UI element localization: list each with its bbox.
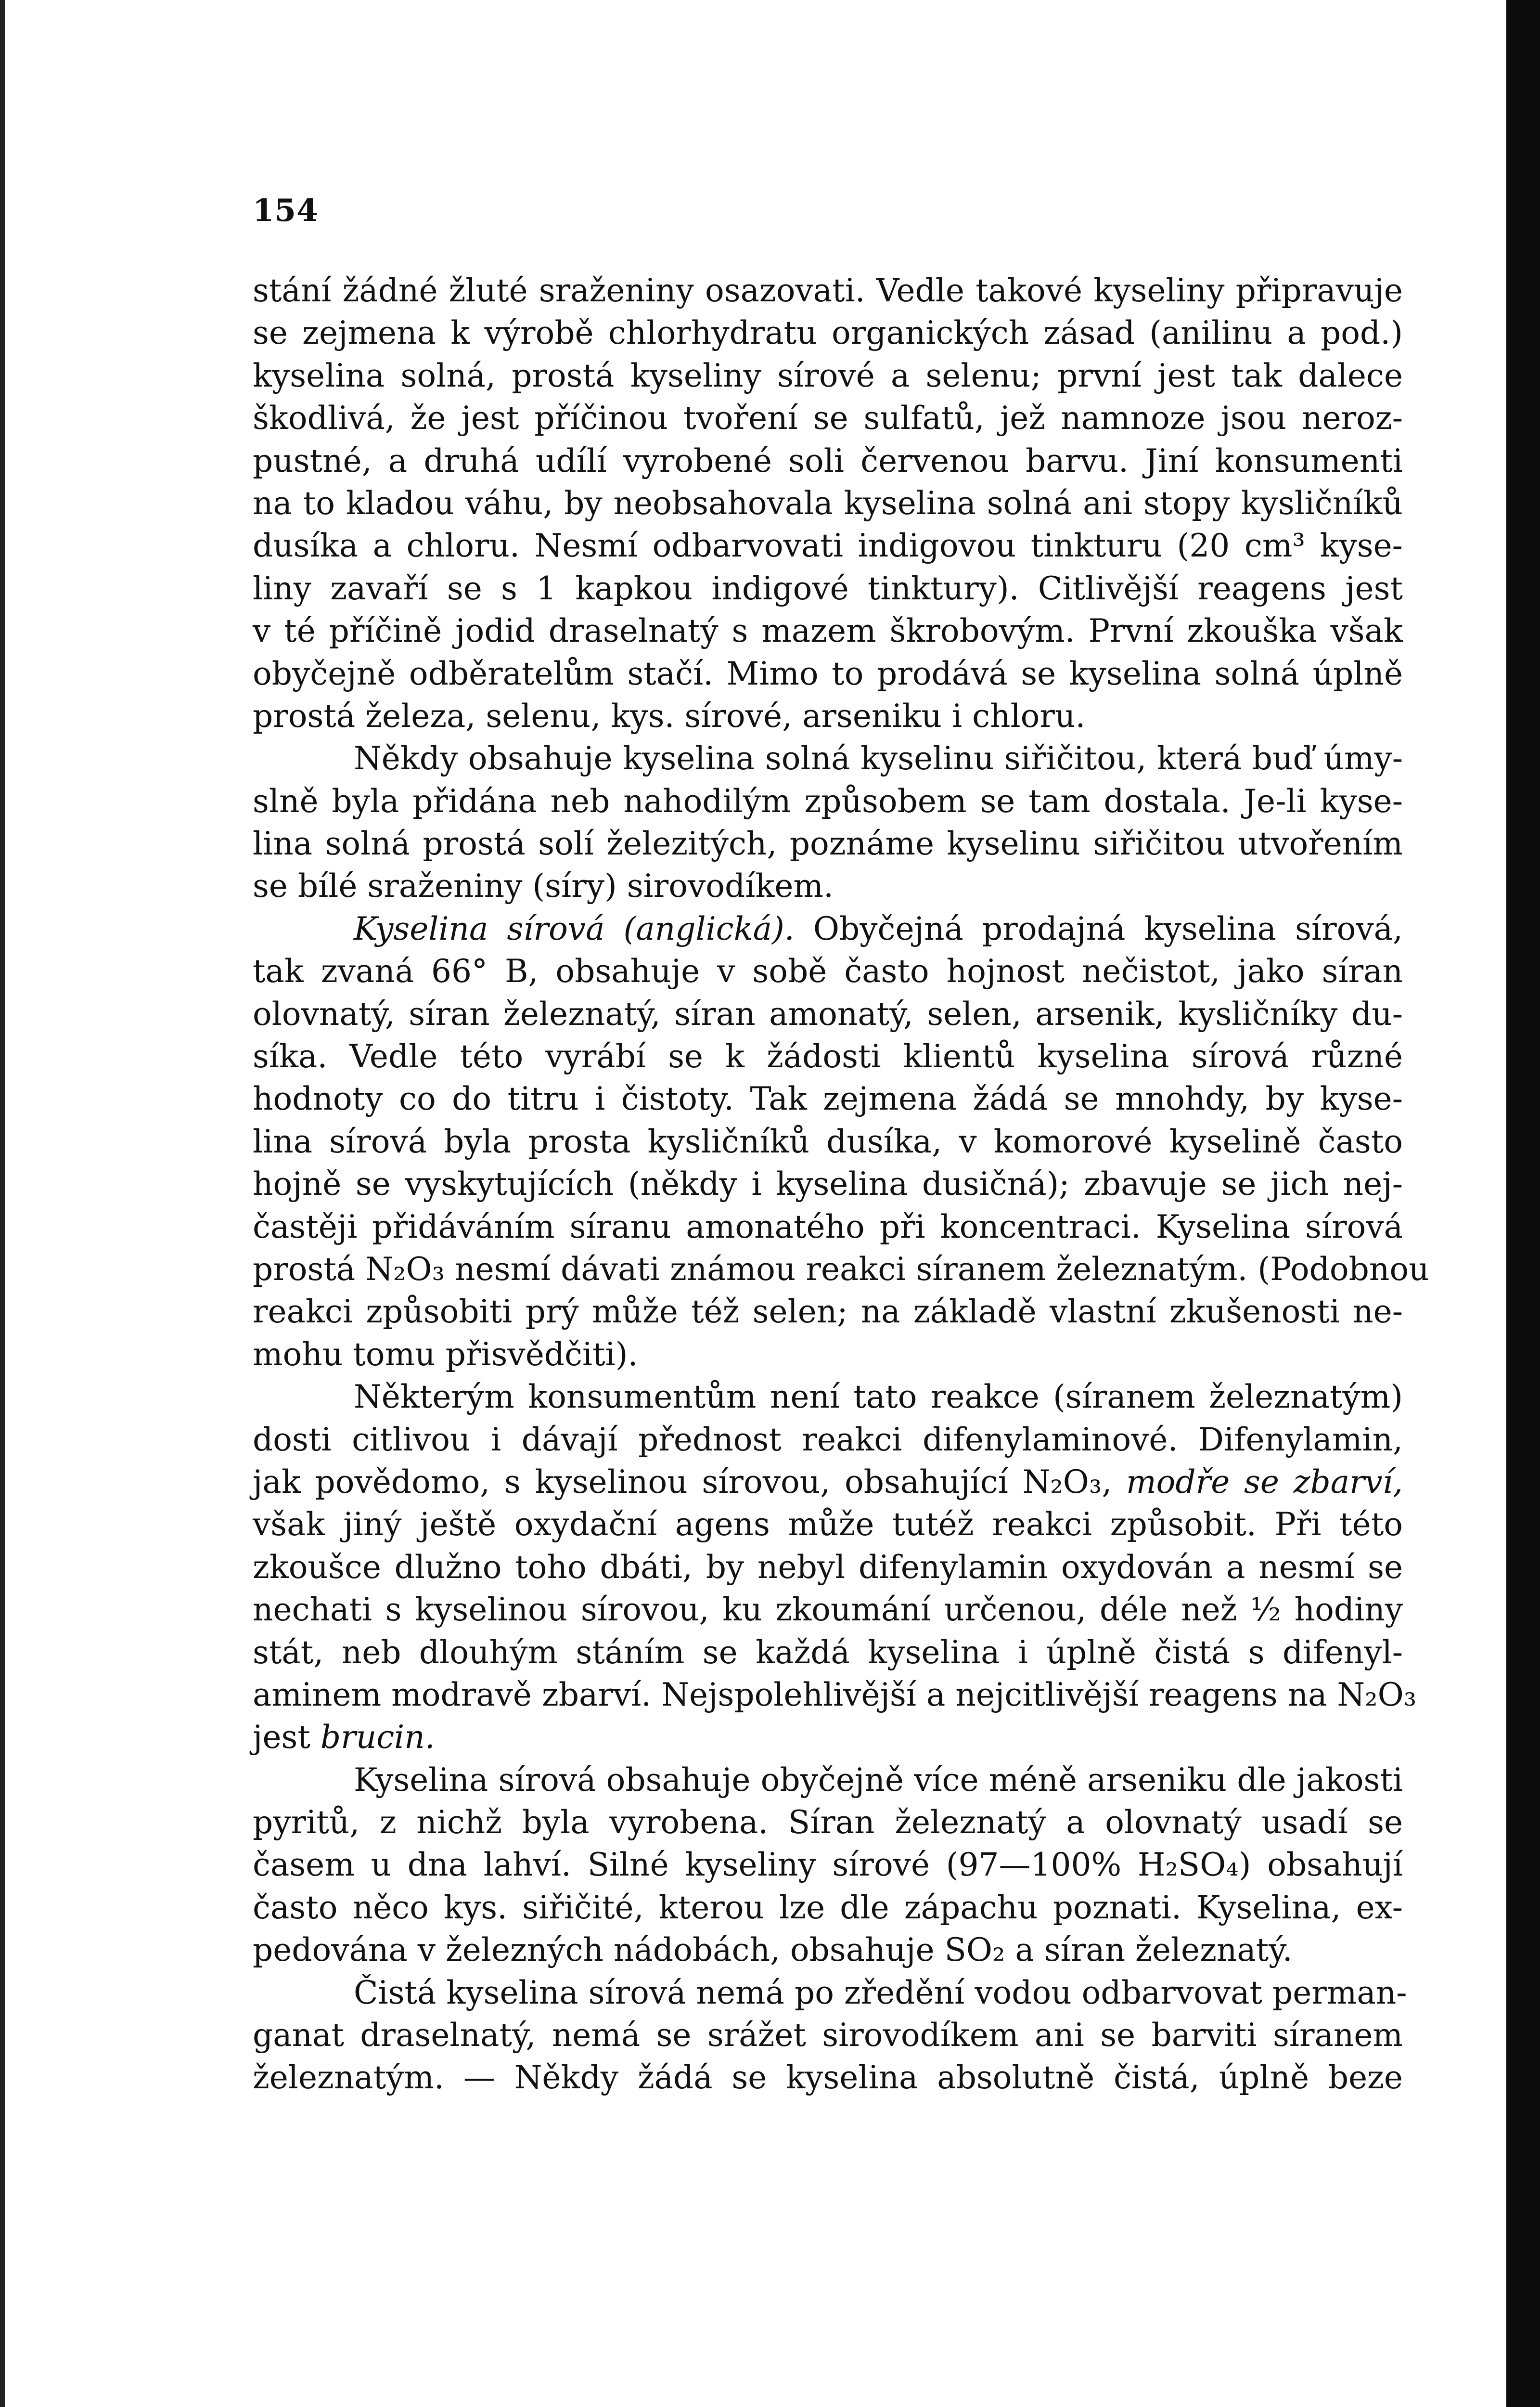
text-line: stání žádné žluté sraženiny osazovati. Vedle takové kyseliny připravuje [253, 272, 1403, 309]
italic-phrase: brucin. [320, 1719, 435, 1756]
text-line: hojně se vyskytujících (někdy i kyselina dusičná); zbavuje se jich nej- [253, 1165, 1403, 1203]
text-line: mohu tomu přisvědčiti). [253, 1335, 638, 1373]
scan-edge-right [1506, 0, 1540, 2407]
text-line: však jiný ještě oxydační agens může tutéž reakci způsobit. Při této [253, 1506, 1403, 1543]
text-line [253, 908, 1403, 950]
text-line: liny zavaří se s 1 kapkou indigové tinktury). Citlivější reagens jest [253, 569, 1403, 607]
text-line: reakci způsobiti prý může též selen; na základě vlastní zkušenosti ne- [253, 1293, 1403, 1331]
text-line: často něco kys. siřičité, kterou lze dle zápachu poznati. Kyselina, ex- [253, 1889, 1403, 1926]
text-line: Některým konsumentům není tato reakce (síranem železnatým) [354, 1378, 1403, 1416]
text-line: dusíka a chloru. Nesmí odbarvovati indigovou tinkturu (20 cm³ kyse- [253, 527, 1403, 565]
text-line: časem u dna lahví. Silné kyseliny sírové (97—100% H₂SO₄) obsahují [253, 1846, 1403, 1884]
text-segment: Obyčejná prodajná kyselina sírová, [813, 910, 1403, 947]
text-line: nechati s kyselinou sírovou, ku zkoumání určenou, déle než ½ hodiny [253, 1591, 1403, 1629]
text-line: se bílé sraženiny (síry) sirovodíkem. [253, 867, 834, 905]
text-segment: jest [253, 1719, 310, 1756]
text-line: tak zvaná 66° B, obsahuje v sobě často hojnost nečistot, jako síran [253, 953, 1403, 990]
text-line: kyselina solná, prostá kyseliny sírové a selenu; první jest tak dalece [253, 357, 1403, 394]
text-line: slně byla přidána neb nahodilým způsobem se tam dostala. Je-li kyse- [253, 782, 1403, 820]
text-line: síka. Vedle této vyrábí se k žádosti klientů kyselina sírová různé [253, 1038, 1403, 1075]
body-text [253, 270, 1429, 2099]
scan-edge-left [0, 0, 5, 2407]
text-line [253, 1716, 1403, 1759]
text-line: zkoušce dlužno toho dbáti, by nebyl difenylamin oxydován a nesmí se [253, 1548, 1403, 1586]
text-line: dosti citlivou i dávají přednost reakci difenylaminové. Difenylamin, [253, 1421, 1403, 1458]
text-line: železnatým. — Někdy žádá se kyselina absolutně čistá, úplně beze [253, 2059, 1403, 2096]
text-line: škodlivá, že jest příčinou tvoření se sulfatů, jež namnoze jsou neroz- [253, 400, 1403, 437]
text-line [253, 1461, 1403, 1503]
text-line: obyčejně odběratelům stačí. Mimo to prodává se kyselina solná úplně [253, 655, 1403, 692]
text-line: Kyselina sírová obsahuje obyčejně více méně arseniku dle jakosti [354, 1761, 1403, 1799]
text-line: pustné, a druhá udílí vyrobené soli červenou barvu. Jiní konsumenti [253, 442, 1403, 479]
page-number: 154 [253, 193, 319, 229]
text-line: lina solná prostá solí železitých, poznáme kyselinu siřičitou utvořením [253, 825, 1403, 863]
text-line: prostá železa, selenu, kys. sírové, arseniku i chloru. [253, 697, 1086, 735]
text-segment: jak povědomo, s kyselinou sírovou, obsahující N₂O₃, [253, 1463, 1112, 1501]
text-line: pedována v železných nádobách, obsahuje SO₂ a síran železnatý. [253, 1931, 1293, 1969]
text-line: se zejmena k výrobě chlorhydratu organických zásad (anilinu a pod.) [253, 314, 1403, 352]
text-line: stát, neb dlouhým stáním se každá kyselina i úplně čistá s difenyl- [253, 1633, 1403, 1671]
text-line: Čistá kyselina sírová nemá po zředění vodou odbarvovat perman- [354, 1974, 1407, 2011]
text-line: prostá N₂O₃ nesmí dávati známou reakci síranem železnatým. (Podobnou [253, 1250, 1429, 1288]
text-line: na to kladou váhu, by neobsahovala kyselina solná ani stopy kysličníků [253, 484, 1403, 522]
text-line: pyritů, z nichž byla vyrobena. Síran železnatý a olovnatý usadí se [253, 1804, 1403, 1841]
text-line: častěji přidáváním síranu amonatého při koncentraci. Kyselina sírová [253, 1208, 1403, 1245]
italic-phrase: modře se zbarví, [1126, 1463, 1403, 1501]
text-line: v té příčině jodid draselnatý s mazem škrobovým. První zkouška však [253, 612, 1403, 650]
section-heading: Kyselina sírová (anglická). [354, 910, 795, 947]
text-line: aminem modravě zbarví. Nejspolehlivější a nejcitlivější reagens na N₂O₃ [253, 1676, 1417, 1713]
text-line: lina sírová byla prosta kysličníků dusíka, v komorové kyselině často [253, 1123, 1403, 1160]
text-line: olovnatý, síran železnatý, síran amonatý, selen, arsenik, kysličníky du- [253, 995, 1403, 1033]
text-line: ganat draselnatý, nemá se srážet sirovodíkem ani se barviti síranem [253, 2017, 1403, 2054]
text-line: Někdy obsahuje kyselina solná kyselinu siřičitou, která buď úmy- [354, 740, 1403, 777]
text-line: hodnoty co do titru i čistoty. Tak zejmena žádá se mnohdy, by kyse- [253, 1080, 1403, 1118]
